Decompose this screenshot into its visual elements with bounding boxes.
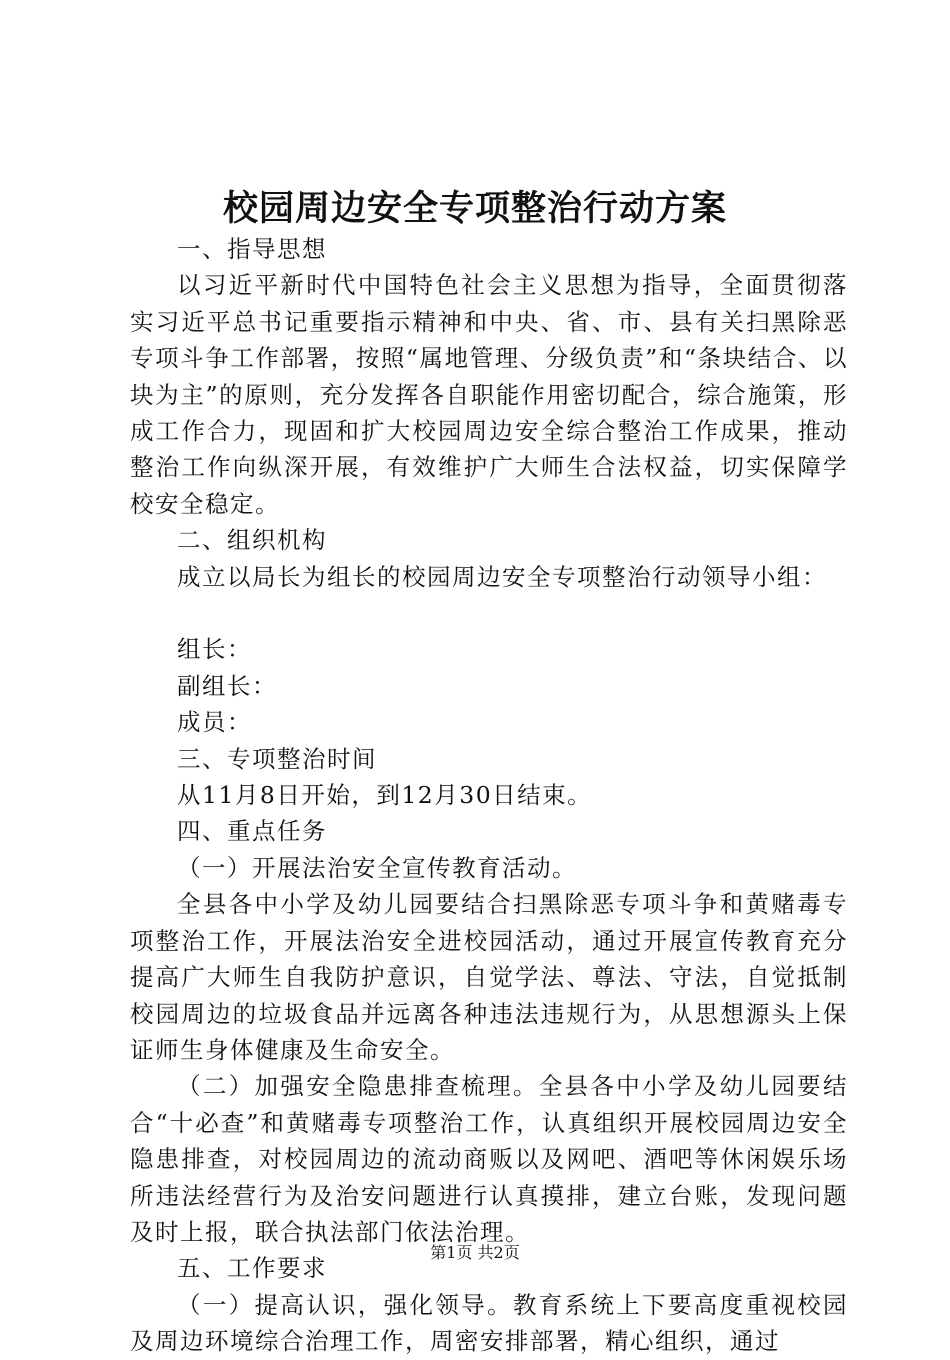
subsection-heading: （一）开展法治安全宣传教育活动。	[177, 853, 577, 882]
paragraph: 成立以局长为组长的校园周边安全专项整治行动领导小组：	[177, 562, 827, 591]
blank-line	[130, 595, 848, 631]
section-heading: 二、组织机构	[177, 526, 327, 555]
paragraph: 副组长：	[177, 671, 277, 700]
document-title: 校园周边安全专项整治行动方案	[222, 188, 727, 229]
paragraph: 全县各中小学及幼儿园要结合扫黑除恶专项斗争和黄赌毒专项整治工作，开展法治安全进校园活动，通过开展宣传教育充分提高广大师生自我防护意识，自觉学法、尊法、守法，自觉抵制校园周边的垃圾食品并远离各种违法违规行为，从思想源头上保证师生身体健康及生命安全。	[130, 890, 848, 1064]
paragraph: 组长：	[177, 635, 252, 664]
paragraph: 成员：	[177, 708, 252, 737]
section-heading: 一、指导思想	[177, 235, 327, 263]
section-heading: 五、工作要求	[177, 1254, 327, 1283]
section-heading: 三、专项整治时间	[177, 744, 377, 773]
section-heading: 四、重点任务	[177, 817, 327, 846]
page-number: 第1页 共2页	[430, 1243, 520, 1262]
paragraph: （二）加强安全隐患排查梳理。全县各中小学及幼儿园要结合“十必查”和黄赌毒专项整治工作，认真组织开展校园周边安全隐患排查，对校园周边的流动商贩以及网吧、酒吧等休闲娱乐场所违法经营行为及治安问题进行认真摸排，建立台账，发现问题及时上报，联合执法部门依法治理。	[130, 1072, 848, 1246]
paragraph: 以习近平新时代中国特色社会主义思想为指导，全面贯彻落实习近平总书记重要指示精神和中央、省、市、县有关扫黑除恶专项斗争工作部署，按照“属地管理、分级负责”和“条块结合、以块为主”的原则，充分发挥各自职能作用密切配合，综合施策，形成工作合力，现固和扩大校园周边安全综合整治工作成果，推动整治工作向纵深开展，有效维护广大师生合法权益，切实保障学校安全稳定。	[130, 271, 848, 518]
paragraph: 从11月8日开始，到12月30日结束。	[177, 781, 593, 810]
paragraph: （一）提高认识，强化领导。教育系统上下要高度重视校园及周边环境综合治理工作，周密安排部署，精心组织，通过	[130, 1290, 848, 1356]
document-body	[130, 231, 848, 1360]
